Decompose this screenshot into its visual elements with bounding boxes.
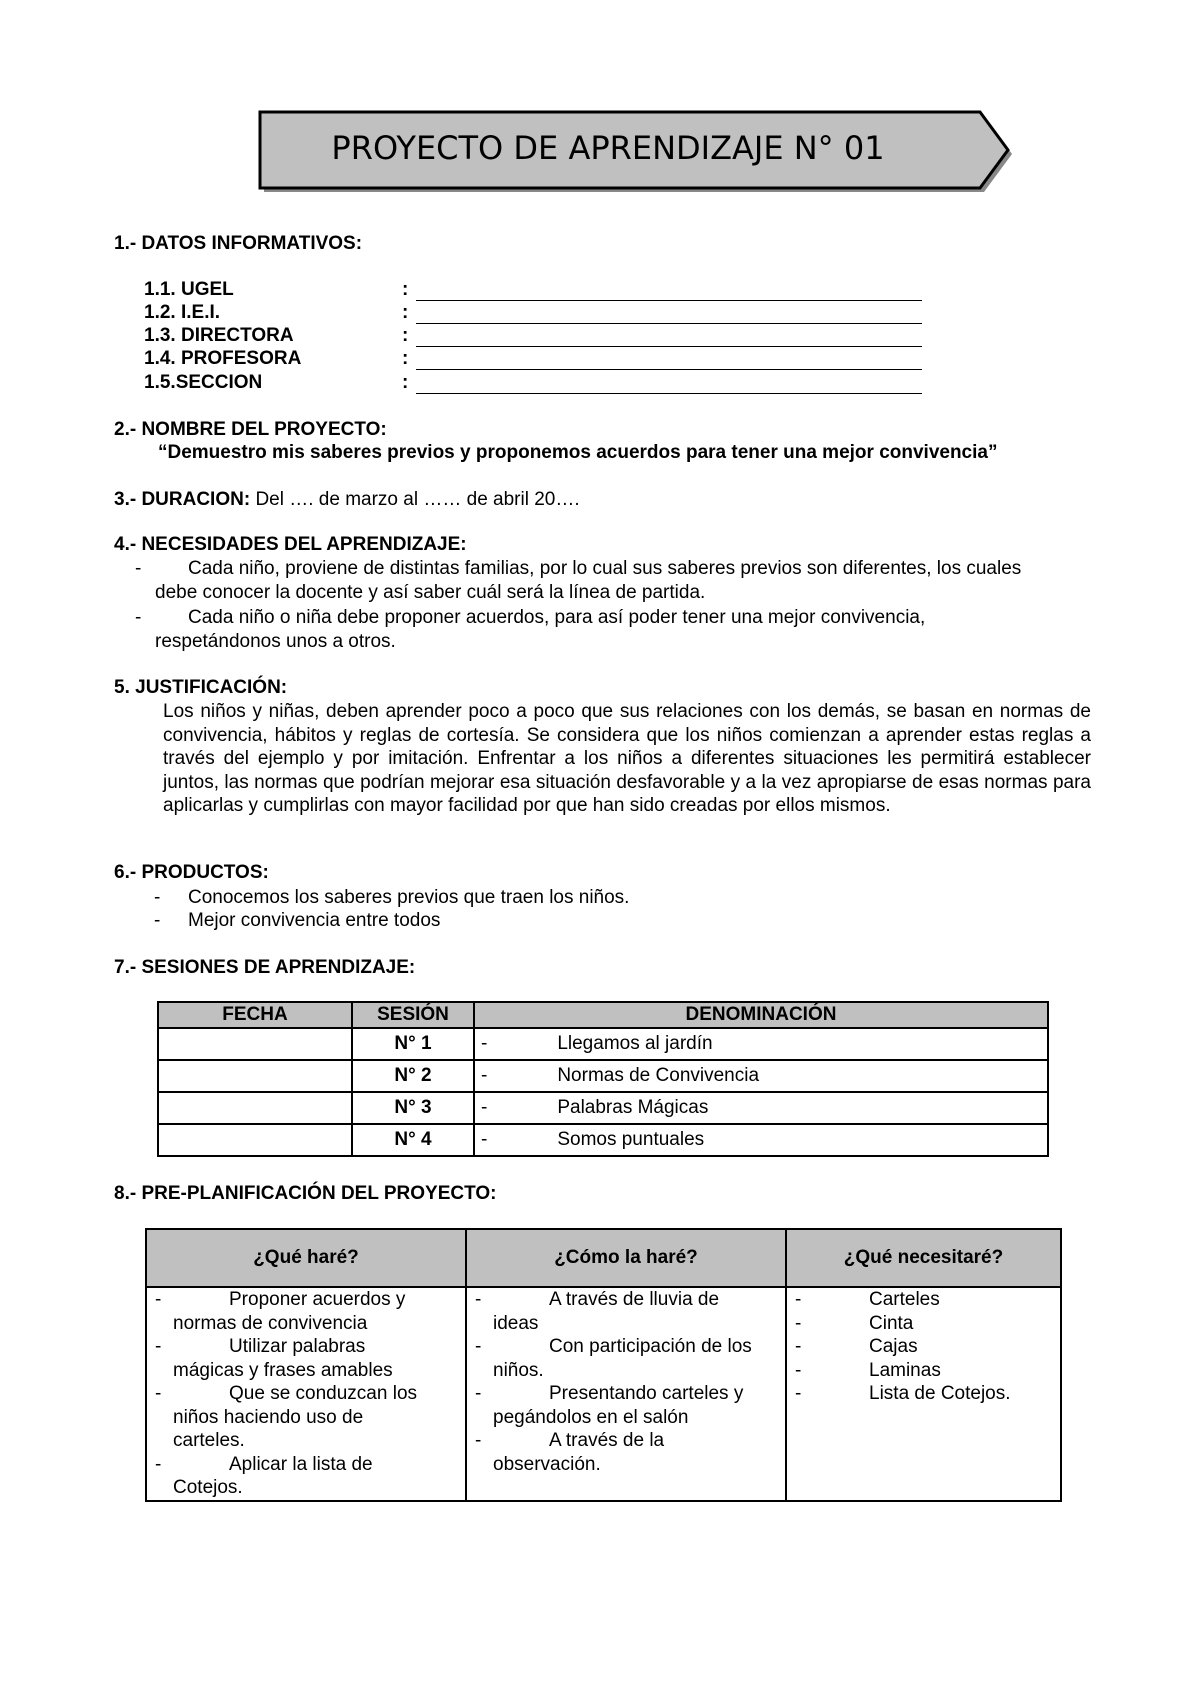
list-item: - Utilizar palabras mágicas y frases amables bbox=[155, 1336, 393, 1381]
list-item: - A través de lluvia de ideas bbox=[475, 1289, 720, 1334]
need-2-line-1: Cada niño o niña debe proponer acuerdos, para así poder tener una mejor convivencia, bbox=[188, 607, 926, 628]
sessions-header-row bbox=[158, 1002, 1048, 1028]
list-item: - Presentando carteles y pegándolos en el salón bbox=[475, 1383, 744, 1428]
header-que-necesitare: ¿Qué necesitaré? bbox=[786, 1229, 1061, 1287]
section-8-heading: 8.- PRE-PLANIFICACIÓN DEL PROYECTO: bbox=[114, 1183, 497, 1204]
cell-denominacion bbox=[474, 1092, 1048, 1124]
cell-sesion: N° 2 bbox=[352, 1060, 474, 1092]
list-item: - Cajas bbox=[795, 1336, 918, 1357]
list-item: - Aplicar la lista de Cotejos. bbox=[155, 1453, 373, 1498]
cell-denominacion bbox=[474, 1124, 1048, 1156]
list-item: - Laminas bbox=[795, 1359, 941, 1381]
section-3-heading: 3.- DURACION: bbox=[114, 489, 251, 510]
field-label-ugel: 1.1. UGEL bbox=[144, 279, 234, 300]
field-label-directora: 1.3. DIRECTORA bbox=[144, 325, 294, 346]
preplanning-header-row bbox=[146, 1229, 1061, 1287]
need-1-line-1: Cada niño, proviene de distintas familias, por lo cual sus saberes previos son diferentes, los cuales bbox=[188, 558, 1022, 579]
cell-sesion: N° 4 bbox=[352, 1124, 474, 1156]
header-que-hare: ¿Qué haré? bbox=[146, 1229, 466, 1287]
table-row bbox=[158, 1028, 1048, 1060]
cell-fecha[interactable] bbox=[158, 1028, 352, 1060]
title-banner bbox=[258, 110, 1018, 190]
sessions-table bbox=[157, 1001, 1049, 1157]
product-1: Conocemos los saberes previos que traen los niños. bbox=[188, 887, 630, 908]
product-dash: - bbox=[154, 887, 161, 908]
need-2-line-2: respetándonos unos a otros. bbox=[155, 631, 396, 652]
cell-como-la-hare bbox=[466, 1287, 786, 1501]
field-colon: : bbox=[402, 279, 409, 300]
need-dash: - bbox=[135, 558, 142, 579]
field-label-iei: 1.2. I.E.I. bbox=[144, 302, 221, 323]
cell-fecha[interactable] bbox=[158, 1124, 352, 1156]
cell-sesion: N° 1 bbox=[352, 1028, 474, 1060]
list-item: - Lista de Cotejos. bbox=[795, 1383, 1011, 1404]
field-line-iei[interactable] bbox=[416, 303, 922, 324]
section-2-heading: 2.- NOMBRE DEL PROYECTO: bbox=[114, 419, 387, 440]
field-colon: : bbox=[402, 372, 409, 393]
cell-fecha[interactable] bbox=[158, 1092, 352, 1124]
cell-denominacion bbox=[474, 1028, 1048, 1060]
row-dash: - bbox=[481, 1033, 488, 1054]
list-item: - Carteles bbox=[795, 1289, 940, 1310]
denominacion-text: Somos puntuales bbox=[557, 1129, 705, 1150]
cell-fecha[interactable] bbox=[158, 1060, 352, 1092]
list-item: - Cinta bbox=[795, 1312, 914, 1334]
cell-que-hare bbox=[146, 1287, 466, 1501]
section-5-heading: 5. JUSTIFICACIÓN: bbox=[114, 677, 288, 698]
field-colon: : bbox=[402, 325, 409, 346]
field-label-seccion: 1.5.SECCION bbox=[144, 372, 263, 393]
field-colon: : bbox=[402, 302, 409, 323]
header-sesion: SESIÓN bbox=[352, 1002, 474, 1028]
duration-text: Del …. de marzo al …… de abril 20…. bbox=[255, 489, 580, 510]
cell-denominacion bbox=[474, 1060, 1048, 1092]
field-line-profesora[interactable] bbox=[416, 349, 922, 370]
table-row bbox=[158, 1092, 1048, 1124]
list-item: - Proponer acuerdos y normas de convivencia bbox=[155, 1289, 406, 1334]
project-name: “Demuestro mis saberes previos y proponemos acuerdos para tener una mejor convivencia” bbox=[158, 442, 998, 463]
product-2: Mejor convivencia entre todos bbox=[188, 910, 441, 931]
table-row bbox=[158, 1124, 1048, 1156]
preplanning-table bbox=[145, 1228, 1062, 1502]
row-dash: - bbox=[481, 1097, 488, 1118]
list-item: - A través de la observación. bbox=[475, 1430, 665, 1475]
table-row bbox=[158, 1060, 1048, 1092]
section-6-heading: 6.- PRODUCTOS: bbox=[114, 862, 269, 883]
section-1-heading: 1.- DATOS INFORMATIVOS: bbox=[114, 233, 363, 254]
header-fecha: FECHA bbox=[158, 1002, 352, 1028]
list-item: - Con participación de los niños. bbox=[475, 1336, 752, 1381]
header-denominacion: DENOMINACIÓN bbox=[474, 1002, 1048, 1028]
field-line-ugel[interactable] bbox=[416, 280, 922, 301]
cell-sesion: N° 3 bbox=[352, 1092, 474, 1124]
field-line-directora[interactable] bbox=[416, 326, 922, 347]
page-title: PROYECTO DE APRENDIZAJE N° 01 bbox=[331, 129, 885, 167]
row-dash: - bbox=[481, 1129, 488, 1150]
preplanning-body-row bbox=[146, 1287, 1061, 1501]
field-line-seccion[interactable] bbox=[416, 373, 922, 394]
section-3 bbox=[114, 488, 580, 511]
cell-que-necesitare bbox=[786, 1287, 1061, 1501]
need-dash: - bbox=[135, 607, 142, 628]
product-dash: - bbox=[154, 910, 161, 931]
header-como-la-hare: ¿Cómo la haré? bbox=[466, 1229, 786, 1287]
section-4-heading: 4.- NECESIDADES DEL APRENDIZAJE: bbox=[114, 534, 467, 555]
row-dash: - bbox=[481, 1065, 488, 1086]
field-label-profesora: 1.4. PROFESORA bbox=[144, 348, 302, 369]
list-item: - Que se conduzcan los niños haciendo uso de carteles. bbox=[155, 1383, 418, 1451]
need-1-line-2: debe conocer la docente y así saber cuál será la línea de partida. bbox=[155, 582, 706, 603]
field-colon: : bbox=[402, 348, 409, 369]
justification-text: Los niños y niñas, deben aprender poco a poco que sus relaciones con los demás, se basan en normas de convivencia, hábitos y reglas de cortesía. Se considera que los niños comienzan a aprender estas reglas a través del ejemplo y por imitación. Enfrentar a los niños a diferentes situaciones les permitirá establecer juntos, las normas que podrían mejorar esa situación desfavorable y a la vez apropiarse de esas normas para aplicarlas y cumplirlas con mayor facilidad por que han sido creadas por ellos mismos. bbox=[163, 701, 1091, 816]
denominacion-text: Normas de Convivencia bbox=[557, 1065, 760, 1086]
section-7-heading: 7.- SESIONES DE APRENDIZAJE: bbox=[114, 957, 416, 978]
denominacion-text: Llegamos al jardín bbox=[557, 1033, 713, 1054]
denominacion-text: Palabras Mágicas bbox=[557, 1097, 709, 1118]
